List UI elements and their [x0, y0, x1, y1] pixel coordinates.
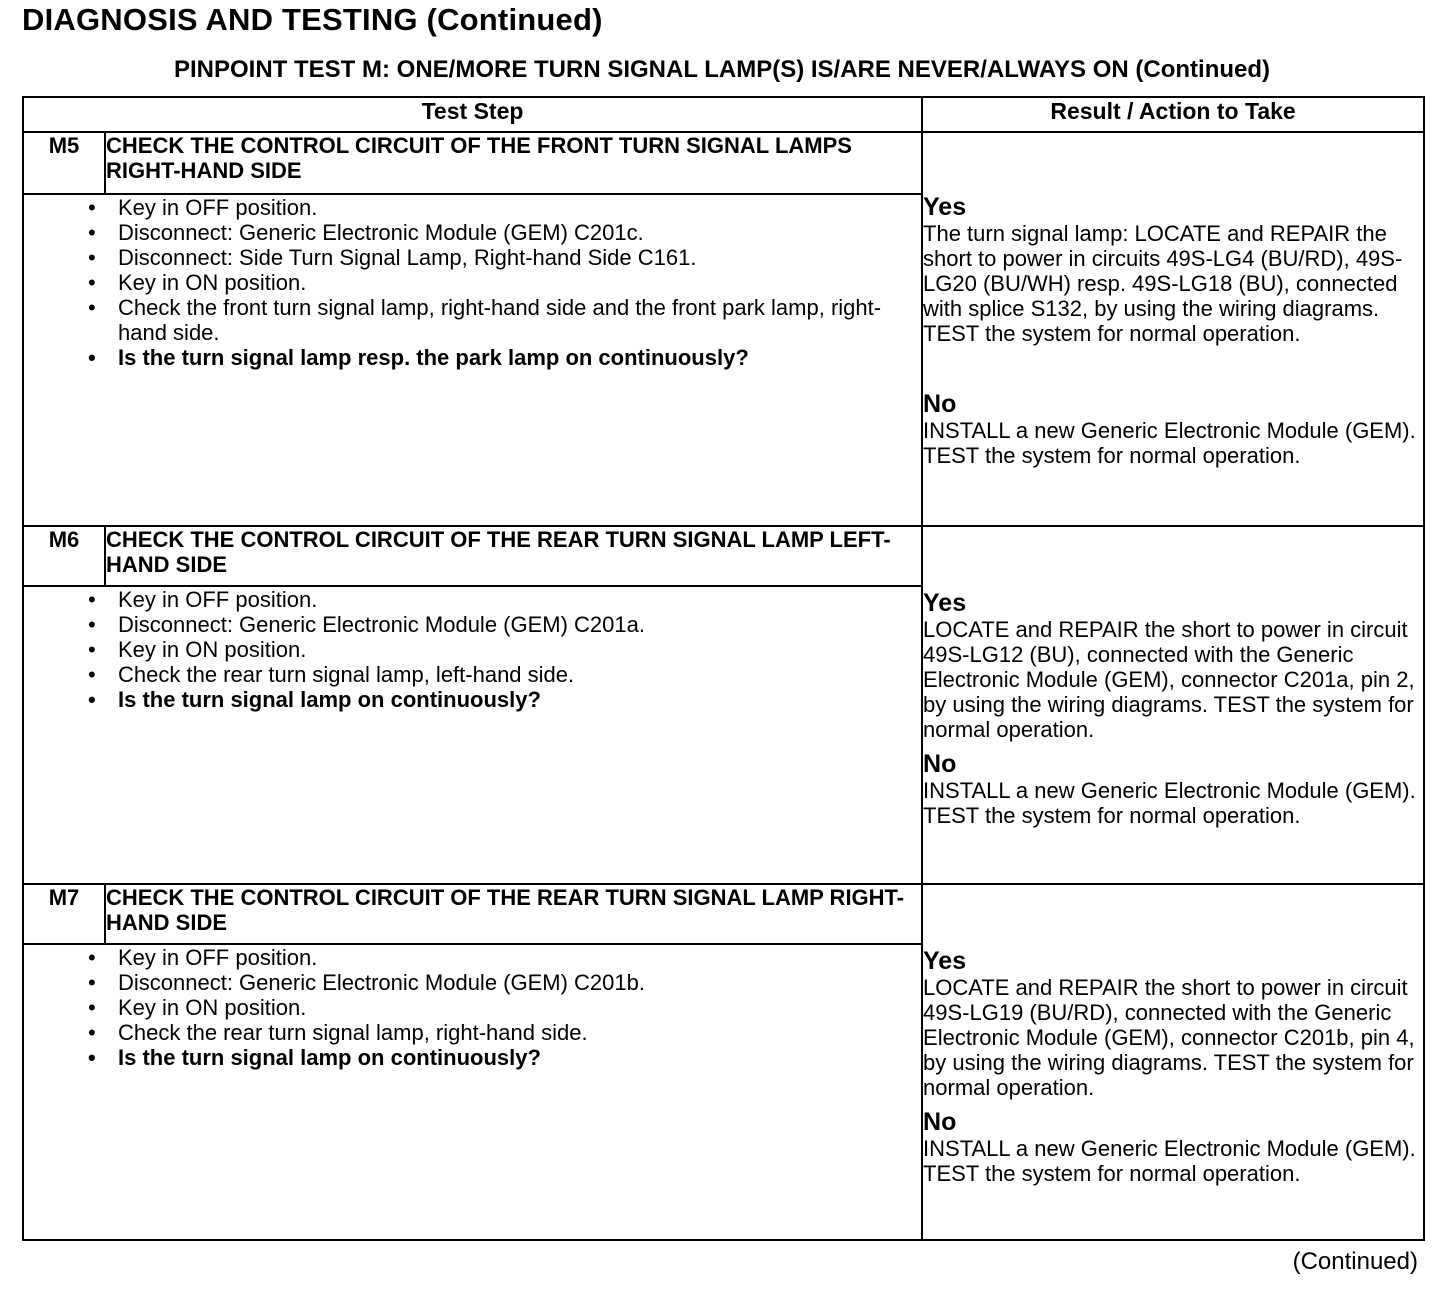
- list-item: • Is the turn signal lamp on continuously?: [24, 687, 921, 712]
- step-id: M7: [23, 884, 105, 944]
- table-header-row: [23, 97, 1424, 132]
- step-procedure: [23, 194, 922, 526]
- continued-note: (Continued): [1292, 1248, 1418, 1275]
- step-id: M5: [23, 132, 105, 194]
- no-action: INSTALL a new Generic Electronic Module (GEM). TEST the system for normal operation.: [923, 1136, 1416, 1186]
- list-item: • Check the rear turn signal lamp, right-hand side.: [24, 1020, 921, 1045]
- no-action: INSTALL a new Generic Electronic Module (GEM). TEST the system for normal operation.: [923, 418, 1416, 468]
- step-title: CHECK THE CONTROL CIRCUIT OF THE REAR TURN SIGNAL LAMP RIGHT-HAND SIDE: [105, 884, 922, 944]
- result-cell: [922, 884, 1424, 1240]
- list-item: • Is the turn signal lamp resp. the park lamp on continuously?: [24, 345, 921, 370]
- page-heading: DIAGNOSIS AND TESTING (Continued): [22, 2, 603, 37]
- procedure-list: [24, 945, 921, 1070]
- no-label: No: [923, 390, 957, 418]
- yes-label: Yes: [923, 193, 967, 221]
- step-procedure: [23, 944, 922, 1240]
- yes-action: LOCATE and REPAIR the short to power in circuit 49S-LG12 (BU), connected with the Generic Electronic Module (GEM), connector C201a, pin 2, by using the wiring diagrams. TEST the system for normal operation.: [923, 617, 1415, 742]
- list-item: • Disconnect: Generic Electronic Module (GEM) C201a.: [24, 612, 921, 637]
- step-title: CHECK THE CONTROL CIRCUIT OF THE FRONT TURN SIGNAL LAMPS RIGHT-HAND SIDE: [105, 132, 922, 194]
- pinpoint-test-title: PINPOINT TEST M: ONE/MORE TURN SIGNAL LAMP(S) IS/ARE NEVER/ALWAYS ON (Continued): [173, 56, 1271, 83]
- list-item: • Key in ON position.: [24, 270, 921, 295]
- result-column-header: Result / Action to Take: [922, 97, 1424, 132]
- procedure-list: [24, 587, 921, 712]
- list-item: • Disconnect: Generic Electronic Module (GEM) C201b.: [24, 970, 921, 995]
- yes-action: LOCATE and REPAIR the short to power in circuit 49S-LG19 (BU/RD), connected with the Generic Electronic Module (GEM), connector C201b, pin 4, by using the wiring diagrams. TEST the system for normal operation.: [923, 975, 1415, 1100]
- step-procedure: [23, 586, 922, 884]
- no-action: INSTALL a new Generic Electronic Module (GEM). TEST the system for normal operation.: [923, 778, 1416, 828]
- yes-label: Yes: [923, 947, 967, 975]
- procedure-list: [24, 195, 921, 370]
- step-title: CHECK THE CONTROL CIRCUIT OF THE REAR TURN SIGNAL LAMP LEFT-HAND SIDE: [105, 526, 922, 586]
- table-row: [23, 884, 1424, 944]
- list-item: • Disconnect: Side Turn Signal Lamp, Right-hand Side C161.: [24, 245, 921, 270]
- list-item: • Disconnect: Generic Electronic Module (GEM) C201c.: [24, 220, 921, 245]
- list-item: • Check the rear turn signal lamp, left-hand side.: [24, 662, 921, 687]
- result-cell: [922, 526, 1424, 884]
- list-item: • Key in ON position.: [24, 995, 921, 1020]
- list-item: • Key in OFF position.: [24, 587, 921, 612]
- result-cell: [922, 132, 1424, 526]
- test-step-column-header: Test Step: [23, 97, 922, 132]
- list-item: • Is the turn signal lamp on continuously?: [24, 1045, 921, 1070]
- list-item: • Key in OFF position.: [24, 945, 921, 970]
- no-label: No: [923, 1108, 957, 1136]
- list-item: • Key in ON position.: [24, 637, 921, 662]
- no-label: No: [923, 750, 957, 778]
- list-item: • Check the front turn signal lamp, right-hand side and the front park lamp, right-hand side.: [24, 295, 921, 345]
- yes-action: The turn signal lamp: LOCATE and REPAIR the short to power in circuits 49S-LG4 (BU/RD), 49S-LG20 (BU/WH) resp. 49S-LG18 (BU), connected with splice S132, by using the wiring diagrams. TEST the system for normal operation.: [923, 221, 1403, 346]
- table-row: [23, 132, 1424, 194]
- list-item: • Key in OFF position.: [24, 195, 921, 220]
- table-row: [23, 526, 1424, 586]
- step-id: M6: [23, 526, 105, 586]
- yes-label: Yes: [923, 589, 967, 617]
- pinpoint-test-table: [22, 96, 1425, 1241]
